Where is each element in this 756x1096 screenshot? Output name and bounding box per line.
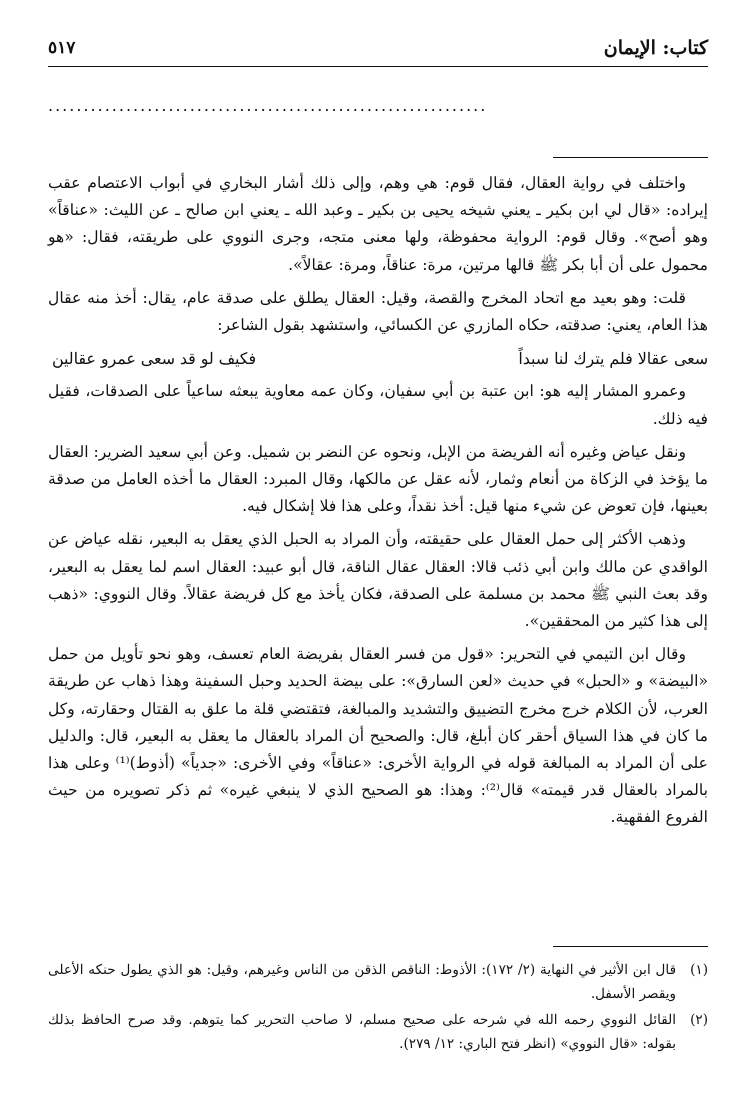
main-text (48, 170, 708, 838)
footnote-number: (١) (690, 962, 708, 978)
verse-hemistich-first: سعى عقالا فلم يترك لنا سبداً (518, 349, 708, 369)
footnote-text: قال ابن الأثير في النهاية (٢/ ١٧٢): الأذوط: الناقص الذقن من الناس وغيرهم، وقيل: هو الذي يطول حنكه الأعلى ويقصر الأسفل. (48, 962, 677, 1002)
footnote-text: القائل النووي رحمه الله في شرحه على صحيح مسلم، لا صاحب التحرير كما يتوهم. وقد صرح الحافظ بذلك بقوله: «قال النووي» (انظر فتح الباري: ١٢/ ٢٧٩). (48, 1012, 677, 1052)
footnote-number: (٢) (690, 1012, 708, 1028)
paragraph: قلت: وهو بعيد مع اتحاد المخرج والقصة، وقيل: العقال يطلق على صدقة عام، يقال: أخذ منه عقال هذا العام، يعني: صدقته، حكاه المازري عن الكسائي، واستشهد بقول الشاعر: (48, 288, 708, 335)
header-rule (48, 66, 708, 67)
verse-hemistich-second: فكيف لو قد سعى عمرو عقالين (52, 349, 257, 369)
paragraph: وذهب الأكثر إلى حمل العقال على حقيقته، وأن المراد به الحبل الذي يعقل به البعير، نقله عياض عن الواقدي عن مالك وابن أبي ذئب قالا: العقال عقال الناقة، قال أبو عبيد: العقال اسم لما يعقل به البعير، وقد بعث النبي ﷺ محمد بن مسلمة على الصدقة، فكان يأخذ مع كل فريضة عقالاً. وقال النووي: «ذهب إلى هذا كثير من المحققين». (48, 530, 708, 631)
paragraph: وعمرو المشار إليه هو: ابن عتبة بن أبي سفيان، وكان عمه معاوية يبعثه ساعياً على الصدقات، فقيل فيه ذلك. (48, 382, 708, 428)
footnote (48, 958, 708, 1006)
paragraph: ونقل عياض وغيره أنه الفريضة من الإبل، ونحوه عن النضر بن شميل. وعن أبي سعيد الضرير: العقال ما يؤخذ في الزكاة من أنعام وثمار، لأنه عقل عن مالكها، وقال المبرد: العقال ما أخذه العامل من صدقة بعينها، فإن تعوض عن شيء منها قيل: أخذ نقداً، وعلى هذا فلا إشكال فيه. (48, 442, 708, 516)
poetry-verse (48, 345, 708, 372)
page-header (48, 34, 708, 62)
dotted-line: .............................................................. (48, 96, 488, 115)
footnote (48, 1008, 708, 1056)
page-number: ٥١٧ (48, 38, 76, 58)
footnotes (48, 958, 708, 1058)
paragraph: واختلف في رواية العقال، فقال قوم: هي وهم، وإلى ذلك أشار البخاري في أبواب الاعتصام عقب إيراده: «قال لي ابن بكير ـ يعني شيخه يحيى بن بكير ـ وعبد الله ـ يعني ابن صالح ـ عن الليث: «عناقاً» وهو أصح». وقال قوم: الرواية محفوظة، ولها معنى متجه، وجرى النووي على طريقته، فقال: «هو محمول على أن أبا بكر ﷺ قالها مرتين، مرة: عناقاً، ومرة: عقالاً». (48, 174, 708, 274)
chapter-title: كتاب: الإيمان (603, 37, 708, 59)
paragraph: وقال ابن التيمي في التحرير: «قول من فسر العقال بفريضة العام تعسف، وهو نحو تأويل من حمل «البيضة» و «الحبل» في حديث «لعن السارق»: على بيضة الحديد وحبل السفينة وهذا ذهاب عن طريقة العرب، لأن الكلام خرج مخرج التضييق والتشديد والمبالغة، فتقتضي قلة ما علق به القتال وحقارته، وكل ما كان في هذا السياق أحقر كان أبلغ، قال: والصحيح أن المراد بالعقال ما يعقل به البعير، قال: والدليل على أن المراد به المبالغة قوله في الرواية الأخرى: «عناقاً» وفي الأخرى: «جدياً» (أذوط)⁽¹⁾ وعلى هذا بالمراد بالعقال قدر قيمته» قال⁽²⁾: وهذا: هو الصحيح الذي لا ينبغي غيره» ثم ذكر تصويره من حيث الفروع الفقهية. (48, 645, 709, 827)
section-separator (553, 157, 708, 158)
footnote-separator (553, 946, 708, 947)
